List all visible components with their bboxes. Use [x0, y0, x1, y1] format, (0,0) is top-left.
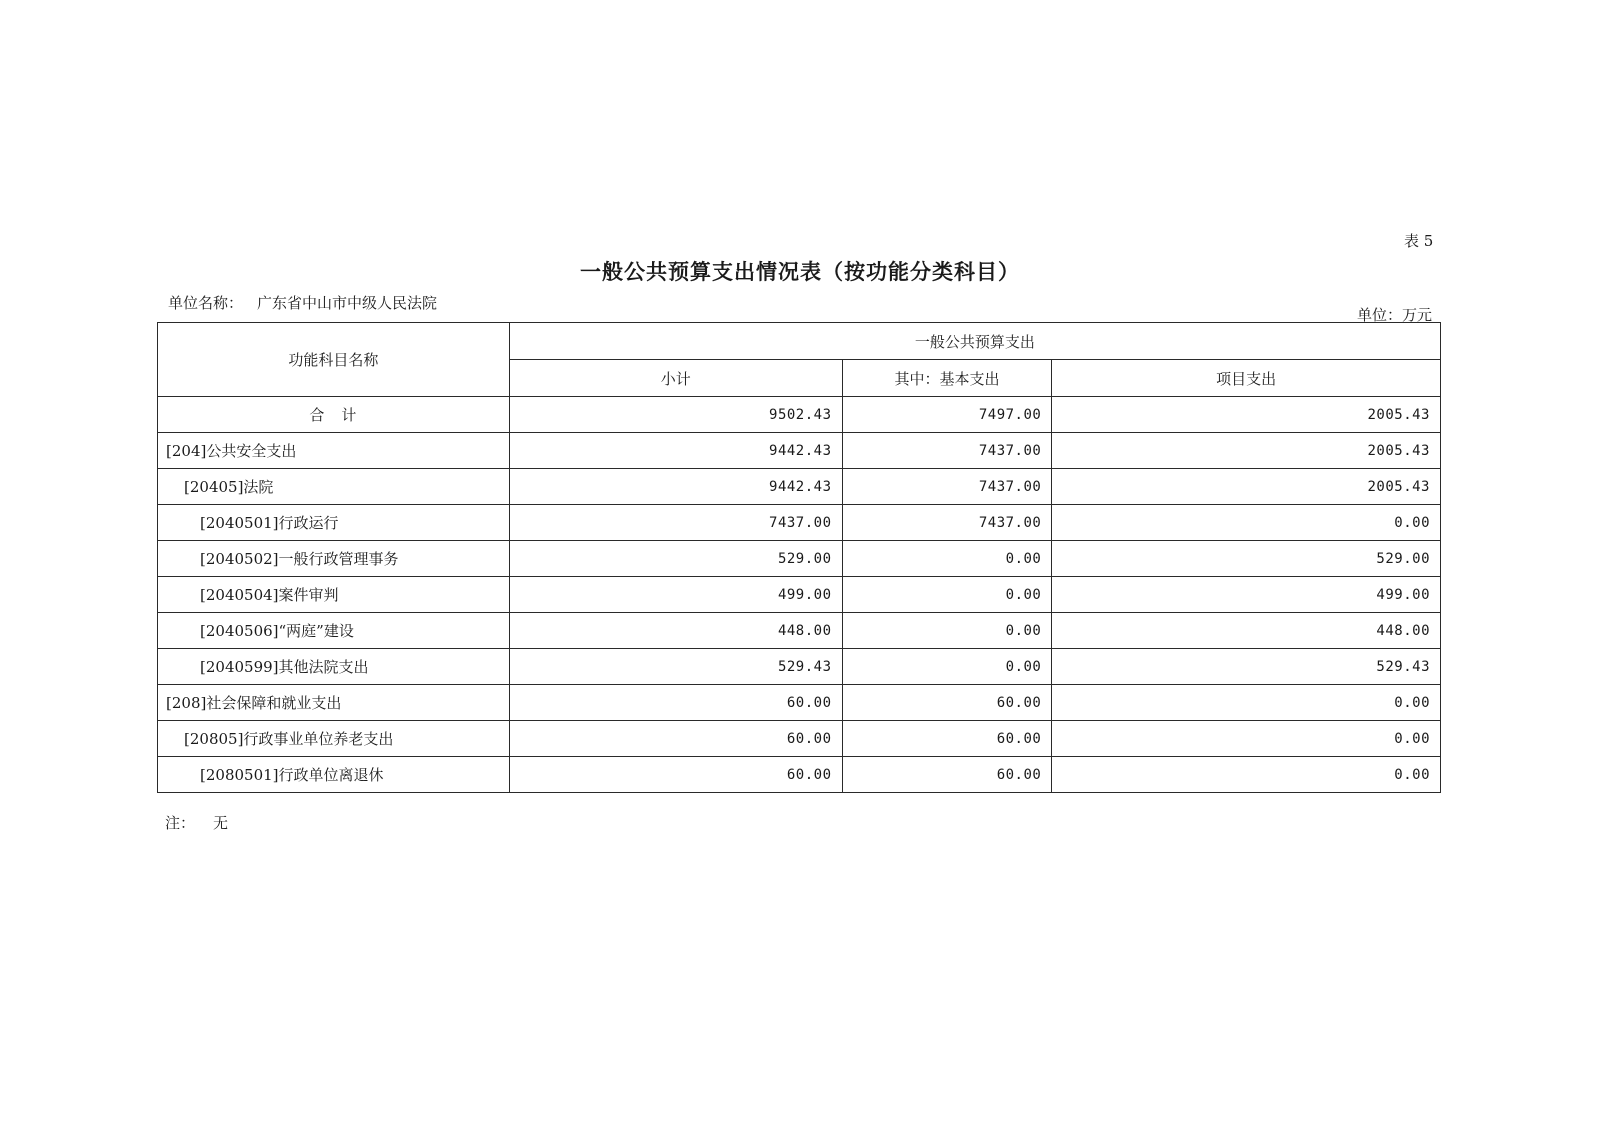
- row-name: [204]公共安全支出: [158, 433, 510, 469]
- row-basic: 60.00: [842, 721, 1052, 757]
- header-basic: 其中：基本支出: [842, 360, 1052, 397]
- row-subtotal: 60.00: [509, 757, 842, 793]
- row-project: 448.00: [1052, 613, 1441, 649]
- page-title: 一般公共预算支出情况表（按功能分类科目）: [580, 259, 1020, 284]
- table-row: [158, 649, 1441, 685]
- row-project: 529.43: [1052, 649, 1441, 685]
- row-project: 2005.43: [1052, 397, 1441, 433]
- row-name: [2040504]案件审判: [158, 577, 510, 613]
- row-name-text: 合 计: [309, 406, 358, 424]
- header-function-name: 功能科目名称: [158, 323, 510, 397]
- row-name: [20805]行政事业单位养老支出: [158, 721, 510, 757]
- row-project: 0.00: [1052, 685, 1441, 721]
- row-basic: 0.00: [842, 613, 1052, 649]
- row-project: 529.00: [1052, 541, 1441, 577]
- row-subtotal: 9442.43: [509, 433, 842, 469]
- row-name: [208]社会保障和就业支出: [158, 685, 510, 721]
- footnote-label: 注：: [165, 814, 196, 832]
- table-number: 表 5: [1404, 232, 1434, 250]
- table-row: [158, 577, 1441, 613]
- row-name: [2040506]“两庭”建设: [158, 613, 510, 649]
- row-basic: 0.00: [842, 541, 1052, 577]
- row-project: 2005.43: [1052, 433, 1441, 469]
- row-basic: 7437.00: [842, 505, 1052, 541]
- table-row: [158, 469, 1441, 505]
- row-basic: 7437.00: [842, 469, 1052, 505]
- budget-table: [157, 322, 1441, 793]
- header-subtotal: 小计: [509, 360, 842, 397]
- table-row: [158, 613, 1441, 649]
- row-name: [20405]法院: [158, 469, 510, 505]
- row-subtotal: 60.00: [509, 685, 842, 721]
- table-row-total: [158, 397, 1441, 433]
- unit-name-line: [168, 292, 437, 313]
- row-subtotal: 529.00: [509, 541, 842, 577]
- unit-measure: 单位：万元: [1356, 306, 1432, 324]
- table-row: [158, 757, 1441, 793]
- row-project: 0.00: [1052, 721, 1441, 757]
- row-project: 2005.43: [1052, 469, 1441, 505]
- row-project: 0.00: [1052, 505, 1441, 541]
- row-basic: 0.00: [842, 649, 1052, 685]
- header-budget-group: 一般公共预算支出: [509, 323, 1440, 360]
- row-name: [2080501]行政单位离退休: [158, 757, 510, 793]
- row-subtotal: 529.43: [509, 649, 842, 685]
- row-name: [2040502]一般行政管理事务: [158, 541, 510, 577]
- footnote: [165, 812, 228, 833]
- row-basic: 7437.00: [842, 433, 1052, 469]
- row-subtotal: 499.00: [509, 577, 842, 613]
- table-row: [158, 541, 1441, 577]
- row-basic: 0.00: [842, 577, 1052, 613]
- table-row: [158, 433, 1441, 469]
- row-subtotal: 7437.00: [509, 505, 842, 541]
- row-subtotal: 9502.43: [509, 397, 842, 433]
- row-project: 0.00: [1052, 757, 1441, 793]
- row-subtotal: 9442.43: [509, 469, 842, 505]
- row-name: [2040599]其他法院支出: [158, 649, 510, 685]
- row-subtotal: 60.00: [509, 721, 842, 757]
- table-row: [158, 505, 1441, 541]
- row-basic: 60.00: [842, 685, 1052, 721]
- table-header-row: [158, 323, 1441, 360]
- row-subtotal: 448.00: [509, 613, 842, 649]
- table-row: [158, 721, 1441, 757]
- row-project: 499.00: [1052, 577, 1441, 613]
- unit-name-label: 单位名称：: [168, 294, 244, 312]
- header-project: 项目支出: [1052, 360, 1441, 397]
- row-basic: 7497.00: [842, 397, 1052, 433]
- row-basic: 60.00: [842, 757, 1052, 793]
- table-row: [158, 685, 1441, 721]
- footnote-text: 无: [213, 814, 229, 832]
- row-name: [158, 397, 510, 433]
- unit-name-value: 广东省中山市中级人民法院: [257, 294, 438, 312]
- row-name: [2040501]行政运行: [158, 505, 510, 541]
